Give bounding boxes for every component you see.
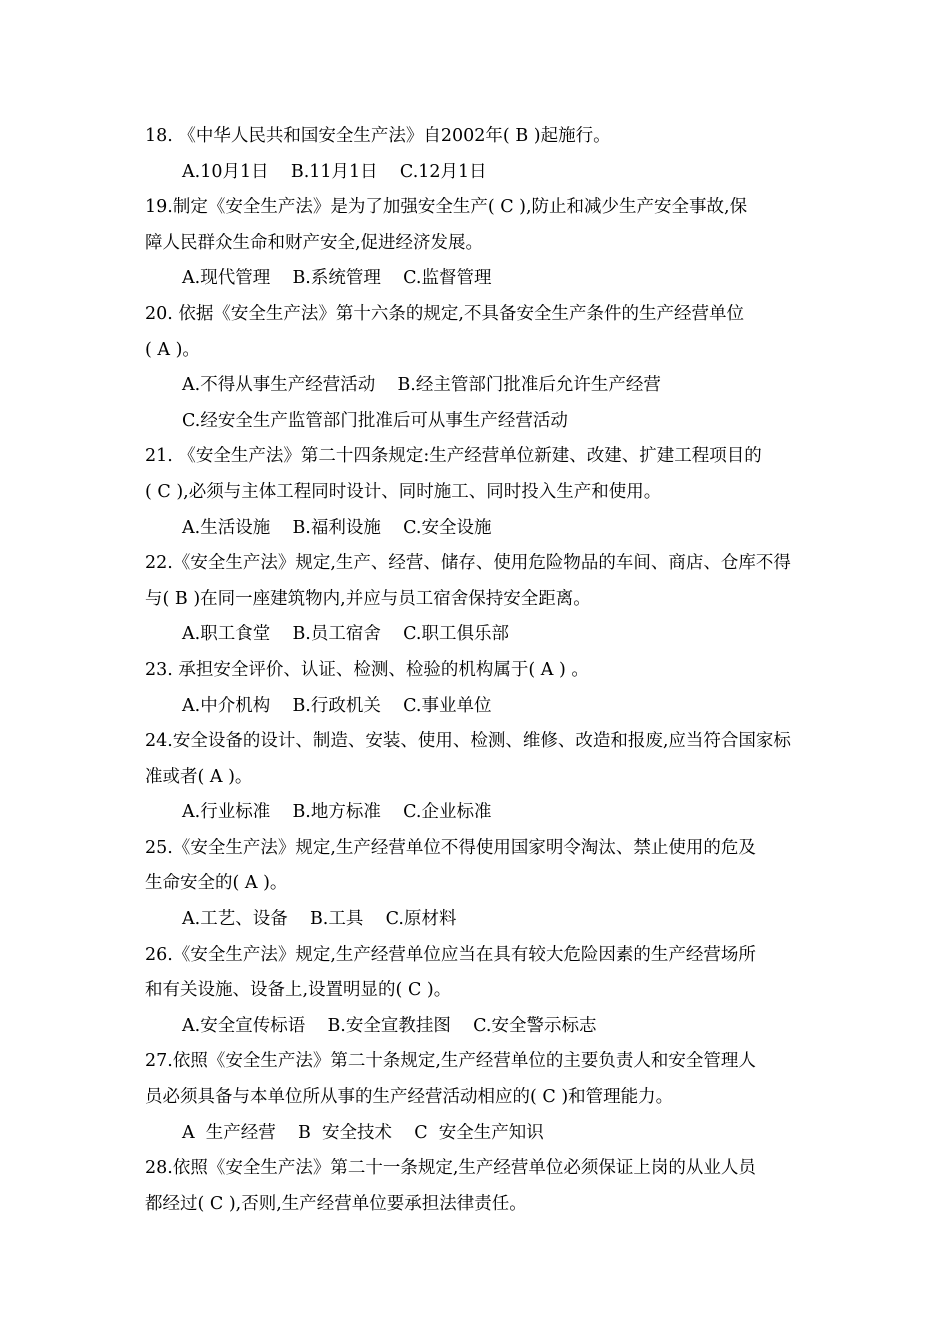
q18-stem: 18. 《中华人民共和国安全生产法》自2002年( B )起施行。	[145, 126, 611, 146]
q28-stem-line2: 都经过( C ),否则,生产经营单位要承担法律责任。	[145, 1193, 527, 1214]
q24-stem-line1: 24.安全设备的设计、制造、安装、使用、检测、维修、改造和报废,应当符合国家标	[145, 731, 791, 752]
q19-options: A.现代管理 B.系统管理 C.监督管理	[182, 268, 492, 289]
q20-options-line1: A.不得从事生产经营活动 B.经主管部门批准后允许生产经营	[182, 375, 661, 396]
q24-options: A.行业标准 B.地方标准 C.企业标准	[182, 802, 492, 823]
q19-stem-line1: 19.制定《安全生产法》是为了加强安全生产( C ),防止和减少生产安全事故,保	[145, 197, 748, 218]
q26-stem-line2: 和有关设施、设备上,设置明显的( C )。	[145, 980, 452, 1001]
q18-options: A.10月1日 B.11月1日 C.12月1日	[182, 161, 487, 182]
q22-stem-line2: 与( B )在同一座建筑物内,并应与员工宿舍保持安全距离。	[145, 588, 591, 609]
q21-options: A.生活设施 B.福利设施 C.安全设施	[182, 517, 492, 538]
q24-stem-line2: 准或者( A )。	[145, 766, 253, 787]
q23-options: A.中介机构 B.行政机关 C.事业单位	[182, 695, 492, 716]
q23-stem: 23. 承担安全评价、认证、检测、检验的机构属于( A ) 。	[145, 659, 589, 680]
q20-stem-line2: ( A )。	[145, 339, 200, 360]
q27-options: A 生产经营 B 安全技术 C 安全生产知识	[182, 1122, 544, 1143]
q26-options: A.安全宣传标语 B.安全宣教挂图 C.安全警示标志	[182, 1015, 597, 1036]
q19-stem-line2: 障人民群众生命和财产安全,促进经济发展。	[145, 232, 484, 253]
q26-stem-line1: 26.《安全生产法》规定,生产经营单位应当在具有较大危险因素的生产经营场所	[145, 944, 756, 965]
q20-stem-line1: 20. 依据《安全生产法》第十六条的规定,不具备安全生产条件的生产经营单位	[145, 303, 744, 324]
q20-options-line2: C.经安全生产监管部门批准后可从事生产经营活动	[182, 410, 568, 431]
q28-stem-line1: 28.依照《安全生产法》第二十一条规定,生产经营单位必须保证上岗的从业人员	[145, 1158, 756, 1179]
q22-options: A.职工食堂 B.员工宿舍 C.职工俱乐部	[182, 624, 509, 645]
q25-stem-line1: 25.《安全生产法》规定,生产经营单位不得使用国家明令淘汰、禁止使用的危及	[145, 837, 756, 858]
q21-stem-line1: 21. 《安全生产法》第二十四条规定:生产经营单位新建、改建、扩建工程项目的	[145, 446, 762, 467]
q25-stem-line2: 生命安全的( A )。	[145, 873, 288, 894]
q27-stem-line2: 员必须具备与本单位所从事的生产经营活动相应的( C )和管理能力。	[145, 1087, 674, 1108]
q27-stem-line1: 27.依照《安全生产法》第二十条规定,生产经营单位的主要负责人和安全管理人	[145, 1051, 756, 1072]
q22-stem-line1: 22.《安全生产法》规定,生产、经营、储存、使用危险物品的车间、商店、仓库不得	[145, 553, 791, 574]
q25-options: A.工艺、设备 B.工具 C.原材料	[182, 909, 457, 930]
question-list	[145, 119, 810, 1222]
q21-stem-line2: ( C ),必须与主体工程同时设计、同时施工、同时投入生产和使用。	[145, 481, 662, 502]
